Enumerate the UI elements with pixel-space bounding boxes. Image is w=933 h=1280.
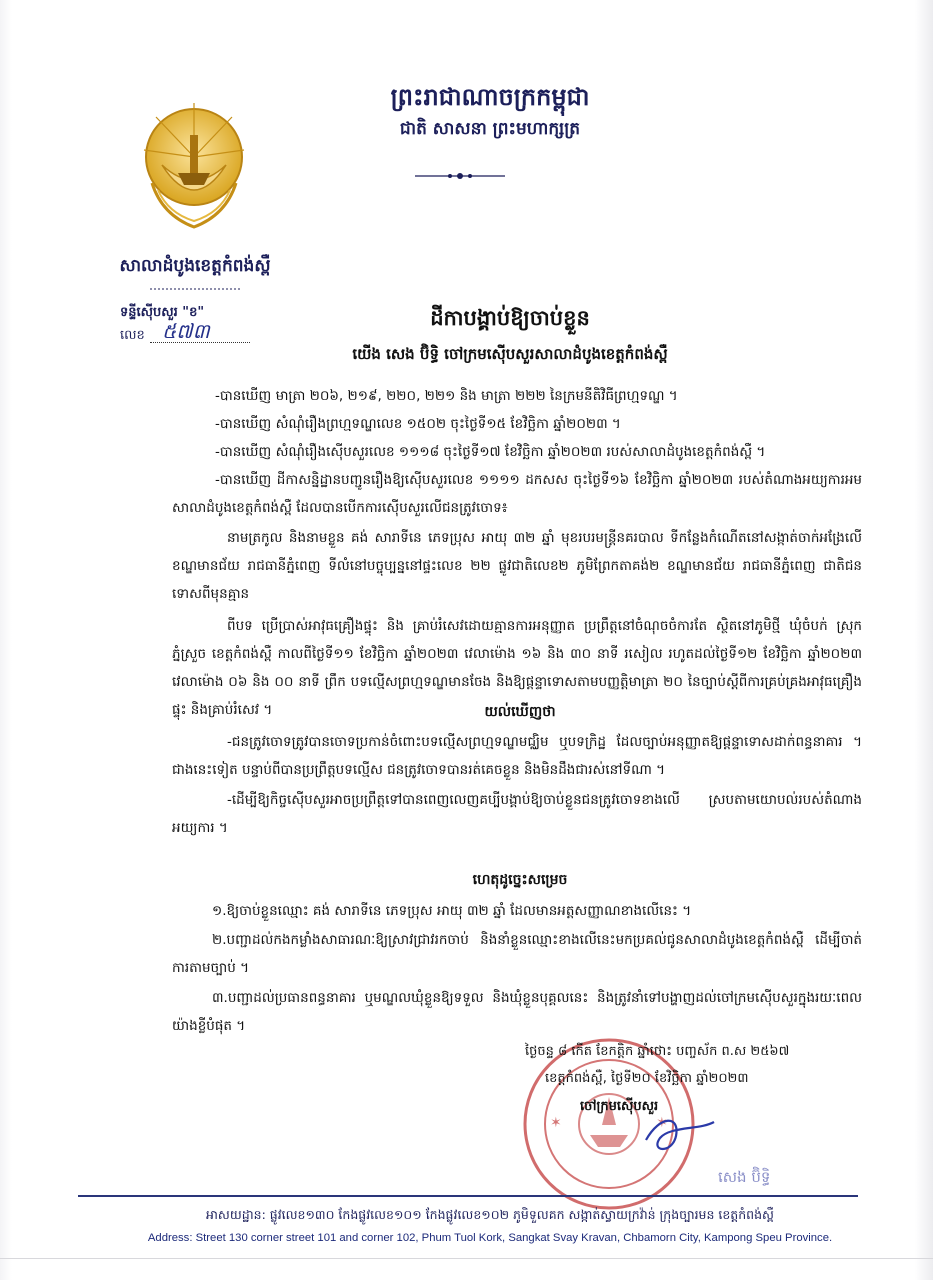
office-label: ទន្ទីស៊ើបសួរ "ខ" <box>120 305 205 320</box>
consideration-4: -បានឃើញ ដីកាសន្និដ្ឋានបញ្ជូនរឿងឱ្យស៊ើបសួរលេខ ១១១១ ដកសស ចុះថ្ងៃទី១៦ ខែវិច្ឆិកា ឆ្នាំ២០២៣ របស់តំណាងអយ្យការអមសាលាដំបូងខេត្តកំពង់ស្ពឺ ដែលបានបើកការស៊ើបសួរលើជនត្រូវចោទ៖ <box>172 472 862 516</box>
charge-details: ពីបទ ប្រើប្រាស់អាវុធគ្រឿងផ្ទុះ និង គ្រាប់រំសេវដោយគ្មានការអនុញ្ញាត ប្រព្រឹត្តនៅចំណុចចំការតែ ស្ថិតនៅភូមិថ្មី ឃុំចំបក់ ស្រុកភ្នំស្រួច ខេត្តកំពង់ស្ពឺ កាលពីថ្ងៃទី១១ ខែវិច្ឆិកា ឆ្នាំ២០២៣ វេលាម៉ោង ១៦ និង ៣០ នាទី រសៀល រហូតដល់ថ្ងៃទី១២ ខែវិច្ឆិកា ឆ្នាំ២០២៣ វេលាម៉ោង ០៦ និង ០០ នាទី ព្រឹក បទល្មើសព្រហ្មទណ្ឌមានចែង និងឱ្យផ្តន្ទាទោសតាមបញ្ញត្តិមាត្រា ២០ នៃច្បាប់ស្តីពីការគ្រប់គ្រងអាវុធគ្រឿងផ្ទុះ និងគ្រាប់រំសេវ ។ <box>172 618 862 718</box>
footer-address-khmer: អាសយដ្ឋាន: ផ្លូវលេខ១៣០ កែងផ្លូវលេខ១០១ កែងផ្លូវលេខ១០២ ភូមិទួលគក សង្កាត់ស្វាយក្រវ៉ាន់ ក្រុងច្បារមន ខេត្តកំពង់ស្ពឺ <box>206 1207 774 1222</box>
judge-statement: យើង សេង ប៊ិទ្ធិ ចៅក្រមស៊ើបសួរសាលាដំបូងខេត្តកំពង់ស្ពឺ <box>352 345 668 363</box>
signer-name: សេង ប៊ិទ្ធិ <box>718 1168 771 1186</box>
decision-heading: ហេតុដូច្នេះសម្រេច <box>472 872 568 888</box>
svg-text:✶: ✶ <box>550 1115 562 1131</box>
solar-date: ខេត្តកំពង់ស្ពឺ, ថ្ងៃទី២០ ខែវិច្ឆិកា ឆ្នាំ២០២៣ <box>545 1071 749 1086</box>
signer-role: ចៅក្រមស៊ើបសួរ <box>580 1099 659 1114</box>
accused-details: នាមត្រកូល និងនាមខ្លួន គង់ សារាទីនេ ភេទប្រុស អាយុ ៣២ ឆ្នាំ មុខរបរមន្ត្រីនគរបាល ទីកន្លែងកំណើតនៅសង្កាត់ចាក់អង្រែលើ ខណ្ឌមានជ័យ រាជធានីភ្នំពេញ ទីលំនៅបច្ចុប្បន្ននៅផ្ទះលេខ ២២ ផ្លូវជាតិលេខ២ ភូមិព្រែកតាគង់២ ខណ្ឌមានជ័យ រាជធានីភ្នំពេញ ជាតិជន ទោសពីមុនគ្មាន <box>172 530 862 602</box>
document-title: ដីកាបង្គាប់ឱ្យចាប់ខ្លួន <box>430 306 590 330</box>
document-number: ៥៧៣ <box>162 319 210 343</box>
reasoning-1: -ជនត្រូវចោទត្រូវបានចោទប្រកាន់ចំពោះបទល្មើសព្រហ្មទណ្ឌមជ្ឈិម ឬបទក្រិដ្ឋ ដែលច្បាប់អនុញ្ញាតឱ្យផ្តន្ទាទោសដាក់ពន្ធនាគារ ។ ជាងនេះទៀត បន្ទាប់ពីបានប្រព្រឹត្តបទល្មើស ជនត្រូវចោទបានរត់គេចខ្លួន និងមិនដឹងជារស់នៅទីណា ។ <box>172 734 862 778</box>
kingdom-title: ព្រះរាជាណាចក្រកម្ពុជា <box>390 82 590 111</box>
svg-text:✶: ✶ <box>656 1115 668 1131</box>
ornament-divider-icon <box>415 172 505 180</box>
national-motto: ជាតិ សាសនា ព្រះមហាក្សត្រ <box>399 119 581 139</box>
decision-1: ១.ឱ្យចាប់ខ្លួនឈ្មោះ គង់ សារាទីនេ ភេទប្រុស អាយុ ៣២ ឆ្នាំ ដែលមានអត្តសញ្ញាណខាងលើនេះ ។ <box>212 903 692 919</box>
court-divider-icon <box>150 286 240 292</box>
consideration-1: -បានឃើញ មាត្រា ២០៦, ២១៩, ២២០, ២២១ និង មាត្រា ២២២ នៃក្រមនីតិវិធីព្រហ្មទណ្ឌ ។ <box>215 388 678 404</box>
lunar-date: ថ្ងៃចន្ទ ៨ កើត ខែកត្តិក ឆ្នាំថោះ បញ្ចស័ក ព.ស ២៥៦៧ <box>525 1044 790 1059</box>
number-label: លេខ <box>120 328 145 343</box>
court-emblem-icon <box>132 95 256 245</box>
signature-icon <box>640 1110 720 1160</box>
decision-2: ២.បញ្ជាដល់កងកម្លាំងសាធារណៈឱ្យស្រាវជ្រាវរកចាប់ និងនាំខ្លួនឈ្មោះខាងលើនេះមកប្រគល់ជូនសាលាដំបូងខេត្តកំពង់ស្ពឺ ដើម្បីចាត់ការតាមច្បាប់ ។ <box>172 932 862 976</box>
reasoning-heading: យល់ឃើញថា <box>484 704 556 720</box>
decision-3: ៣.បញ្ជាដល់ប្រធានពន្ធនាគារ ឬមណ្ឌលឃុំខ្លួនឱ្យទទួល និងឃុំខ្លួនបុគ្គលនេះ និងត្រូវនាំទៅបង្ហាញដល់ចៅក្រមស៊ើបសួរក្នុងរយៈពេលយ៉ាងខ្លីបំផុត ។ <box>172 990 862 1034</box>
reasoning-2: -ដើម្បីឱ្យកិច្ចស៊ើបសួរអាចប្រព្រឹត្តទៅបានពេញលេញគប្បីបង្គាប់ឱ្យចាប់ខ្លួនជនត្រូវចោទខាងលើ ស្របតាមយោបល់របស់តំណាងអយ្យការ ។ <box>172 792 862 836</box>
footer-divider <box>78 1195 858 1197</box>
page-edge <box>0 1258 933 1259</box>
consideration-3: -បានឃើញ សំណុំរឿងស៊ើបសួរលេខ ១១១៨ ចុះថ្ងៃទី១៧ ខែវិច្ឆិកា ឆ្នាំ២០២៣ របស់សាលាដំបូងខេត្តកំពង់ស្ពឺ ។ <box>215 444 766 460</box>
number-underline <box>150 342 250 343</box>
court-name: សាលាដំបូងខេត្តកំពង់ស្ពឺ <box>119 256 271 276</box>
consideration-2: -បានឃើញ សំណុំរឿងព្រហ្មទណ្ឌលេខ ១៥០២ ចុះថ្ងៃទី១៥ ខែវិច្ឆិកា ឆ្នាំ២០២៣ ។ <box>215 416 621 432</box>
footer-address-english: Address: Street 130 corner street 101 and corner 102, Phum Tuol Kork, Sangkat Svay Kravan, Chbamorn City, Kampong Speu Province. <box>147 1232 833 1244</box>
